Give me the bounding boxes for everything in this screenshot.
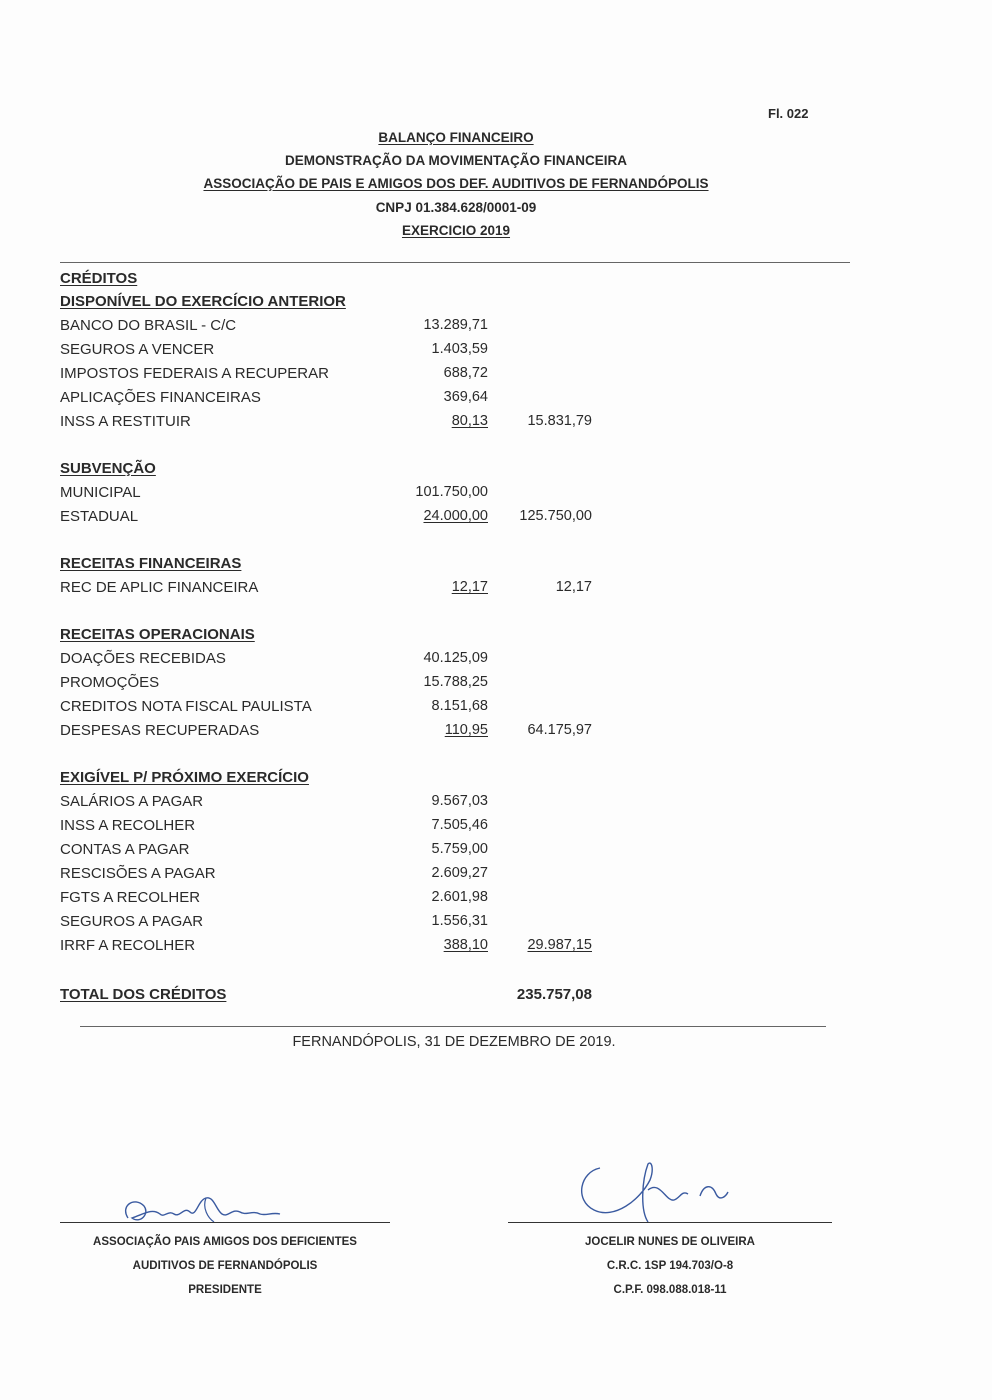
ledger-item-value: 13.289,71 [423,317,488,333]
exercise-year: EXERCICIO 2019 [401,223,511,238]
document-subtitle: DEMONSTRAÇÃO DA MOVIMENTAÇÃO FINANCEIRA [285,153,627,168]
ledger-item-label: CONTAS A PAGAR [60,841,190,858]
president-org-line1: ASSOCIAÇÃO PAIS AMIGOS DOS DEFICIENTES [93,1236,357,1248]
total-credits-value: 235.757,08 [516,986,592,1003]
president-org-line2: AUDITIVOS DE FERNANDÓPOLIS [132,1260,318,1272]
ledger-item-value: 369,64 [443,389,488,405]
ledger-item-value: 7.505,46 [431,817,488,833]
accountant-signature-line [508,1222,832,1223]
footer-divider [80,1026,826,1027]
place-and-date: FERNANDÓPOLIS, 31 DE DEZEMBRO DE 2019. [292,1034,616,1050]
folio-number: Fl. 022 [768,106,809,121]
entity-name: ASSOCIAÇÃO DE PAIS E AMIGOS DOS DEF. AUDITIVOS DE FERNANDÓPOLIS [203,176,709,191]
ledger-item-value: 80,13 [451,413,488,429]
ledger-item-value: 8.151,68 [431,698,488,714]
ledger-item-label: SEGUROS A PAGAR [60,913,204,930]
ledger-item-value: 12,17 [451,579,488,595]
ledger-item-label: DESPESAS RECUPERADAS [60,722,260,739]
section-title: RECEITAS FINANCEIRAS [60,555,242,572]
ledger-item-label: INSS A RESTITUIR [60,413,191,430]
ledger-item-label: DOAÇÕES RECEBIDAS [60,650,226,667]
section-subtotal: 125.750,00 [519,508,592,524]
ledger-item-label: SEGUROS A VENCER [60,341,215,358]
accountant-crc: C.R.C. 1SP 194.703/O-8 [606,1260,734,1272]
accountant-signature [570,1150,730,1230]
section-title: DISPONÍVEL DO EXERCÍCIO ANTERIOR [60,293,346,310]
section-title: EXIGÍVEL P/ PRÓXIMO EXERCÍCIO [60,769,309,786]
ledger-item-value: 24.000,00 [423,508,488,524]
ledger-item-label: SALÁRIOS A PAGAR [60,793,204,810]
ledger-item-value: 1.556,31 [431,913,488,929]
ledger-item-label: PROMOÇÕES [60,674,160,691]
ledger-item-value: 101.750,00 [415,484,488,500]
total-credits-label: TOTAL DOS CRÉDITOS [60,986,227,1003]
section-title: SUBVENÇÃO [60,460,156,477]
credits-heading: CRÉDITOS [60,270,138,287]
ledger-item-value: 388,10 [443,937,488,953]
section-subtotal: 64.175,97 [527,722,592,738]
ledger-item-label: MUNICIPAL [60,484,141,501]
ledger-item-label: IMPOSTOS FEDERAIS A RECUPERAR [60,365,329,382]
ledger-item-label: INSS A RECOLHER [60,817,196,834]
ledger-item-value: 15.788,25 [423,674,488,690]
ledger-item-label: RESCISÕES A PAGAR [60,865,216,882]
cnpj: CNPJ 01.384.628/0001-09 [375,200,537,215]
ledger-item-value: 40.125,09 [423,650,488,666]
ledger-item-value: 5.759,00 [431,841,488,857]
header-divider [60,262,850,263]
ledger-item-label: CREDITOS NOTA FISCAL PAULISTA [60,698,312,715]
ledger-item-value: 110,95 [444,722,488,738]
section-title: RECEITAS OPERACIONAIS [60,626,255,643]
accountant-cpf: C.P.F. 098.088.018-11 [613,1284,727,1296]
ledger-item-value: 2.601,98 [431,889,488,905]
ledger-item-label: BANCO DO BRASIL - C/C [60,317,237,334]
ledger-item-label: FGTS A RECOLHER [60,889,201,906]
ledger-item-label: REC DE APLIC FINANCEIRA [60,579,259,596]
ledger-item-value: 1.403,59 [431,341,488,357]
section-subtotal: 15.831,79 [527,413,592,429]
ledger-item-label: APLICAÇÕES FINANCEIRAS [60,389,261,406]
president-signature-line [60,1222,390,1223]
accountant-name: JOCELIR NUNES DE OLIVEIRA [585,1236,755,1248]
president-signature [110,1188,300,1232]
ledger-item-value: 688,72 [443,365,488,381]
ledger-item-label: IRRF A RECOLHER [60,937,196,954]
ledger-item-value: 9.567,03 [431,793,488,809]
ledger-item-label: ESTADUAL [60,508,139,525]
document-title: BALANÇO FINANCEIRO [378,130,534,145]
section-subtotal: 12,17 [555,579,592,595]
ledger-item-value: 2.609,27 [431,865,488,881]
section-subtotal: 29.987,15 [527,937,592,953]
president-role: PRESIDENTE [188,1284,262,1296]
